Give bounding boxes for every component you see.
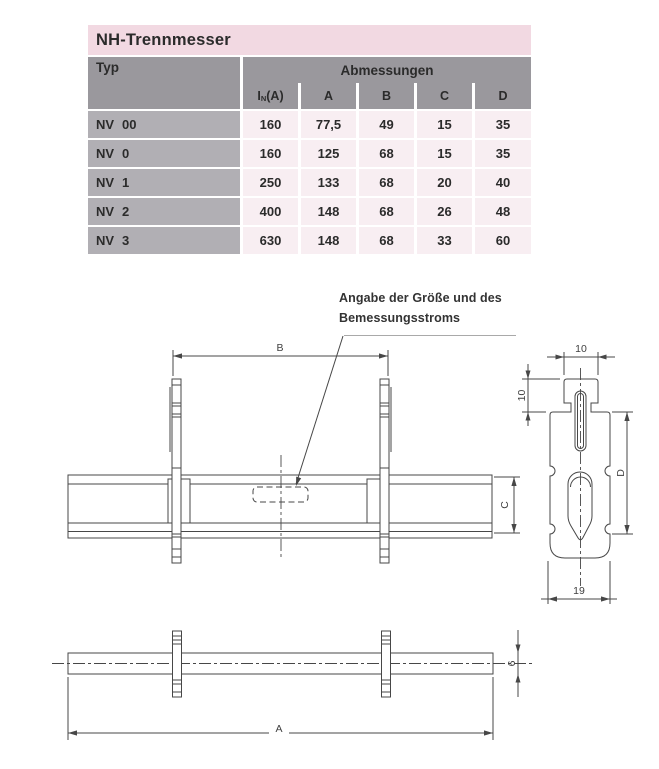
- dimension-a: [68, 677, 493, 740]
- dim-d-label: D: [615, 469, 627, 477]
- table-cell: 148: [301, 198, 356, 225]
- table-cell: 60: [475, 227, 531, 254]
- table-cell: 68: [359, 140, 414, 167]
- table-cell: 160: [243, 140, 298, 167]
- dim-a-label: A: [275, 723, 283, 735]
- grip-tab-right: [367, 379, 391, 563]
- label-area-dashed-box: [253, 487, 308, 502]
- table-cell: 15: [417, 111, 472, 138]
- table-cell: 20: [417, 169, 472, 196]
- current-symbol: I: [257, 89, 261, 103]
- grip-tab-right: [382, 631, 391, 697]
- grip-tab-left: [173, 631, 182, 697]
- column-header-a: A: [301, 83, 356, 109]
- dimension-b: [173, 342, 388, 376]
- table-cell: 40: [475, 169, 531, 196]
- dim-c-label: C: [499, 501, 511, 509]
- table-cell: 160: [243, 111, 298, 138]
- top-view-drawing: [52, 630, 533, 740]
- table-cell: 400: [243, 198, 298, 225]
- annotation-leader: [296, 336, 516, 487]
- table-cell: 148: [301, 227, 356, 254]
- annotation-line1: Angabe der Größe und des: [339, 291, 502, 305]
- dimension-tab-height: [516, 364, 560, 426]
- grip-tab-left: [168, 379, 190, 563]
- column-header-b: B: [359, 83, 414, 109]
- table-cell: 630: [243, 227, 298, 254]
- dimension-c: [494, 477, 520, 533]
- current-unit: (A): [266, 89, 284, 103]
- contact-outline: [550, 379, 610, 558]
- table-cell: 49: [359, 111, 414, 138]
- dim-b-label: B: [276, 342, 284, 354]
- table-cell: 133: [301, 169, 356, 196]
- column-header-c: C: [417, 83, 472, 109]
- front-view-drawing: [68, 336, 520, 564]
- table-cell: 77,5: [301, 111, 356, 138]
- column-header-typ: Typ: [88, 57, 240, 109]
- table-cell: 26: [417, 198, 472, 225]
- table-row-type: NV 0: [88, 140, 240, 167]
- side-view-drawing: [516, 343, 633, 604]
- column-group-header: Abmessungen: [243, 57, 531, 83]
- table-row-type: NV 00: [88, 111, 240, 138]
- table-row-type: NV 3: [88, 227, 240, 254]
- dim-19-label: 19: [573, 585, 585, 597]
- dimension-top-width: [547, 343, 615, 375]
- annotation-line2: Bemessungsstroms: [339, 311, 461, 325]
- dimension-d: [612, 412, 633, 534]
- current-subscript: N: [260, 93, 267, 103]
- dim-top-label: 10: [575, 343, 587, 355]
- table-cell: 125: [301, 140, 356, 167]
- table-cell: 33: [417, 227, 472, 254]
- dim-left-label: 10: [516, 389, 528, 402]
- table-cell: 35: [475, 111, 531, 138]
- dim-6-label: 6: [506, 660, 518, 667]
- table-row-type: NV 2: [88, 198, 240, 225]
- table-cell: 35: [475, 140, 531, 167]
- table-cell: 48: [475, 198, 531, 225]
- table-cell: 250: [243, 169, 298, 196]
- table-cell: 68: [359, 227, 414, 254]
- dimension-thickness: [506, 630, 521, 697]
- table-cell: 68: [359, 198, 414, 225]
- table-cell: 68: [359, 169, 414, 196]
- table-cell: 15: [417, 140, 472, 167]
- column-header-d: D: [475, 83, 531, 109]
- table-row-type: NV 1: [88, 169, 240, 196]
- table-title: NH-Trennmesser: [88, 25, 531, 55]
- dimension-bottom-width: [541, 561, 617, 604]
